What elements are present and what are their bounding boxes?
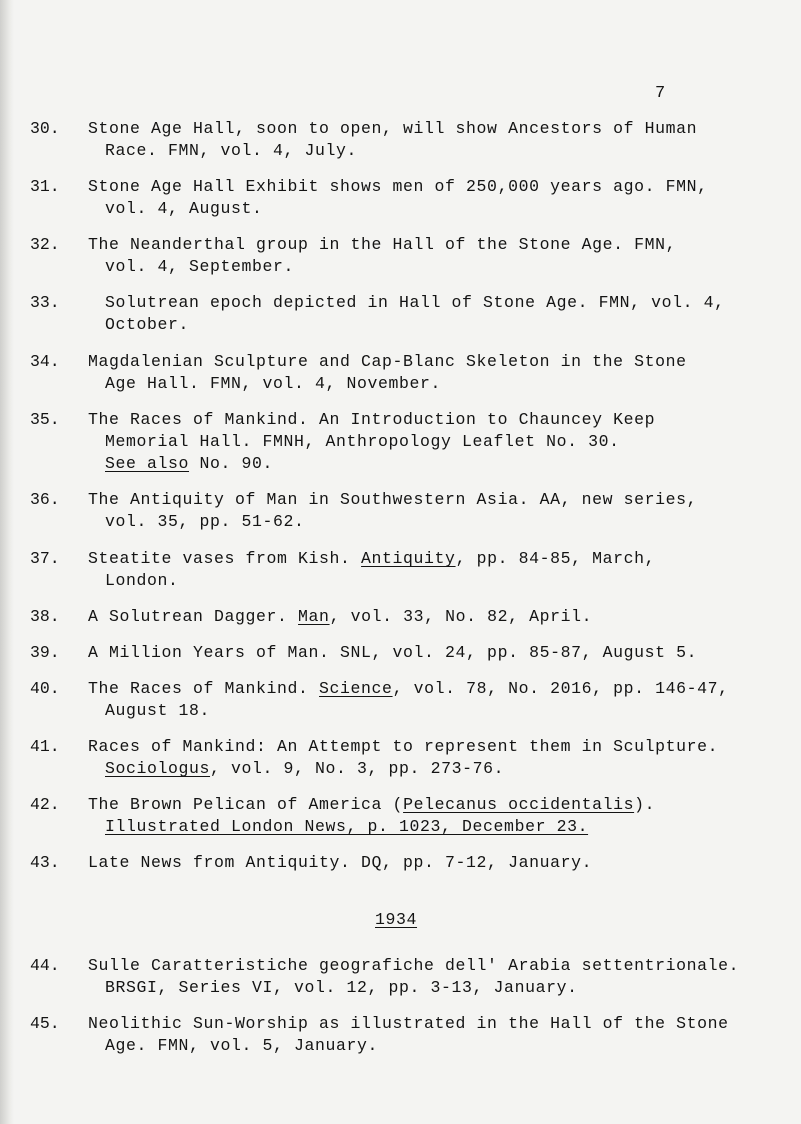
entry-line: vol. 4, August.: [105, 199, 263, 218]
entry-number: 35.: [30, 410, 60, 429]
entry-number: 39.: [30, 643, 60, 662]
entry-line: vol. 35, pp. 51-62.: [105, 512, 305, 531]
entry-line: [88, 758, 788, 780]
entry-text-part: , pp. 84-85, March,: [455, 549, 656, 568]
entry-text-part: , vol. 78, No. 2016, pp. 146-47,: [392, 679, 729, 698]
entry-number: 41.: [30, 737, 60, 756]
entry-text-part: The Races of Mankind.: [88, 679, 320, 698]
entry-number: 44.: [30, 956, 60, 975]
underlined-text: Science: [319, 679, 393, 698]
page-number: 7: [655, 84, 666, 103]
entry-line: vol. 4, September.: [105, 257, 295, 276]
entry-text-part: The Brown Pelican of America (: [88, 795, 404, 814]
entry-text-part: , vol. 33, No. 82, April.: [329, 607, 593, 626]
entry-number: 38.: [30, 607, 60, 626]
entry-text: [88, 234, 788, 278]
entry-line: Memorial Hall. FMNH, Anthropology Leaflet No. 30.: [105, 432, 620, 451]
entry-text: [88, 642, 788, 664]
page-edge-shadow: [0, 0, 14, 1124]
entry-text-part: No. 90.: [189, 454, 274, 473]
underlined-text: Sociologus: [105, 759, 211, 778]
entry-text-part: Steatite vases from Kish.: [88, 549, 362, 568]
entry-line: [88, 548, 788, 570]
underlined-text: Antiquity: [361, 549, 456, 568]
entry-line: Solutrean epoch depicted in Hall of Stone Age. FMN, vol. 4,: [105, 293, 725, 312]
entry-number: 40.: [30, 679, 60, 698]
entry-line: London.: [105, 571, 179, 590]
entry-number: 34.: [30, 352, 60, 371]
entry-number: 30.: [30, 119, 60, 138]
entry-line: Late News from Antiquity. DQ, pp. 7-12, January.: [88, 853, 593, 872]
entry-line: [88, 453, 788, 475]
entry-line: [88, 816, 788, 838]
entry-line: Races of Mankind: An Attempt to represent them in Sculpture.: [88, 737, 719, 756]
entry-line: August 18.: [105, 701, 211, 720]
entry-text-part: ).: [634, 795, 656, 814]
entry-text-part: , vol. 9, No. 3, pp. 273-76.: [210, 759, 505, 778]
entry-text: [88, 176, 788, 220]
entry-line: Neolithic Sun-Worship as illustrated in the Hall of the Stone: [88, 1014, 729, 1033]
underlined-text: Man: [298, 607, 330, 626]
entry-number: 45.: [30, 1014, 60, 1033]
entry-number: 33.: [30, 293, 60, 312]
entry-line: Age. FMN, vol. 5, January.: [105, 1036, 379, 1055]
entry-line: October.: [105, 315, 190, 334]
entry-text: [88, 351, 788, 395]
entry-number: 43.: [30, 853, 60, 872]
entry-text: [88, 409, 788, 475]
entry-number: 31.: [30, 177, 60, 196]
entry-line: Age Hall. FMN, vol. 4, November.: [105, 374, 442, 393]
entry-text: [88, 794, 788, 838]
entry-text: [88, 1013, 788, 1057]
entry-line: Sulle Caratteristiche geografiche dell' Arabia settentrionale.: [88, 956, 740, 975]
entry-text: [88, 118, 788, 162]
entry-text: [88, 955, 788, 999]
entry-number: 37.: [30, 549, 60, 568]
entry-text: [88, 736, 788, 780]
entry-text: [88, 606, 788, 628]
year-heading: 1934: [375, 910, 418, 929]
entry-line: BRSGI, Series VI, vol. 12, pp. 3-13, January.: [105, 978, 578, 997]
underlined-text: Illustrated London News, p. 1023, December 23.: [105, 817, 589, 836]
entry-line: [88, 794, 788, 816]
entry-text: [88, 548, 788, 592]
entry-line: The Neanderthal group in the Hall of the Stone Age. FMN,: [88, 235, 677, 254]
entry-text: [88, 852, 788, 874]
underlined-text: Pelecanus occidentalis: [403, 795, 635, 814]
entry-text: [88, 678, 788, 722]
entry-number: 42.: [30, 795, 60, 814]
entry-number: 36.: [30, 490, 60, 509]
entry-text: [88, 489, 788, 533]
entry-number: 32.: [30, 235, 60, 254]
entry-line: Stone Age Hall, soon to open, will show Ancestors of Human: [88, 119, 698, 138]
entry-text: [88, 292, 788, 336]
entry-line: The Races of Mankind. An Introduction to Chauncey Keep: [88, 410, 656, 429]
entry-line: The Antiquity of Man in Southwestern Asia. AA, new series,: [88, 490, 698, 509]
entry-line: A Million Years of Man. SNL, vol. 24, pp. 85-87, August 5.: [88, 643, 698, 662]
entry-line: [88, 606, 788, 628]
entry-line: Race. FMN, vol. 4, July.: [105, 141, 358, 160]
entry-text-part: A Solutrean Dagger.: [88, 607, 299, 626]
entry-line: Magdalenian Sculpture and Cap-Blanc Skeleton in the Stone: [88, 352, 687, 371]
entry-line: Stone Age Hall Exhibit shows men of 250,000 years ago. FMN,: [88, 177, 708, 196]
underlined-text: See also: [105, 454, 190, 473]
entry-line: [88, 678, 788, 700]
